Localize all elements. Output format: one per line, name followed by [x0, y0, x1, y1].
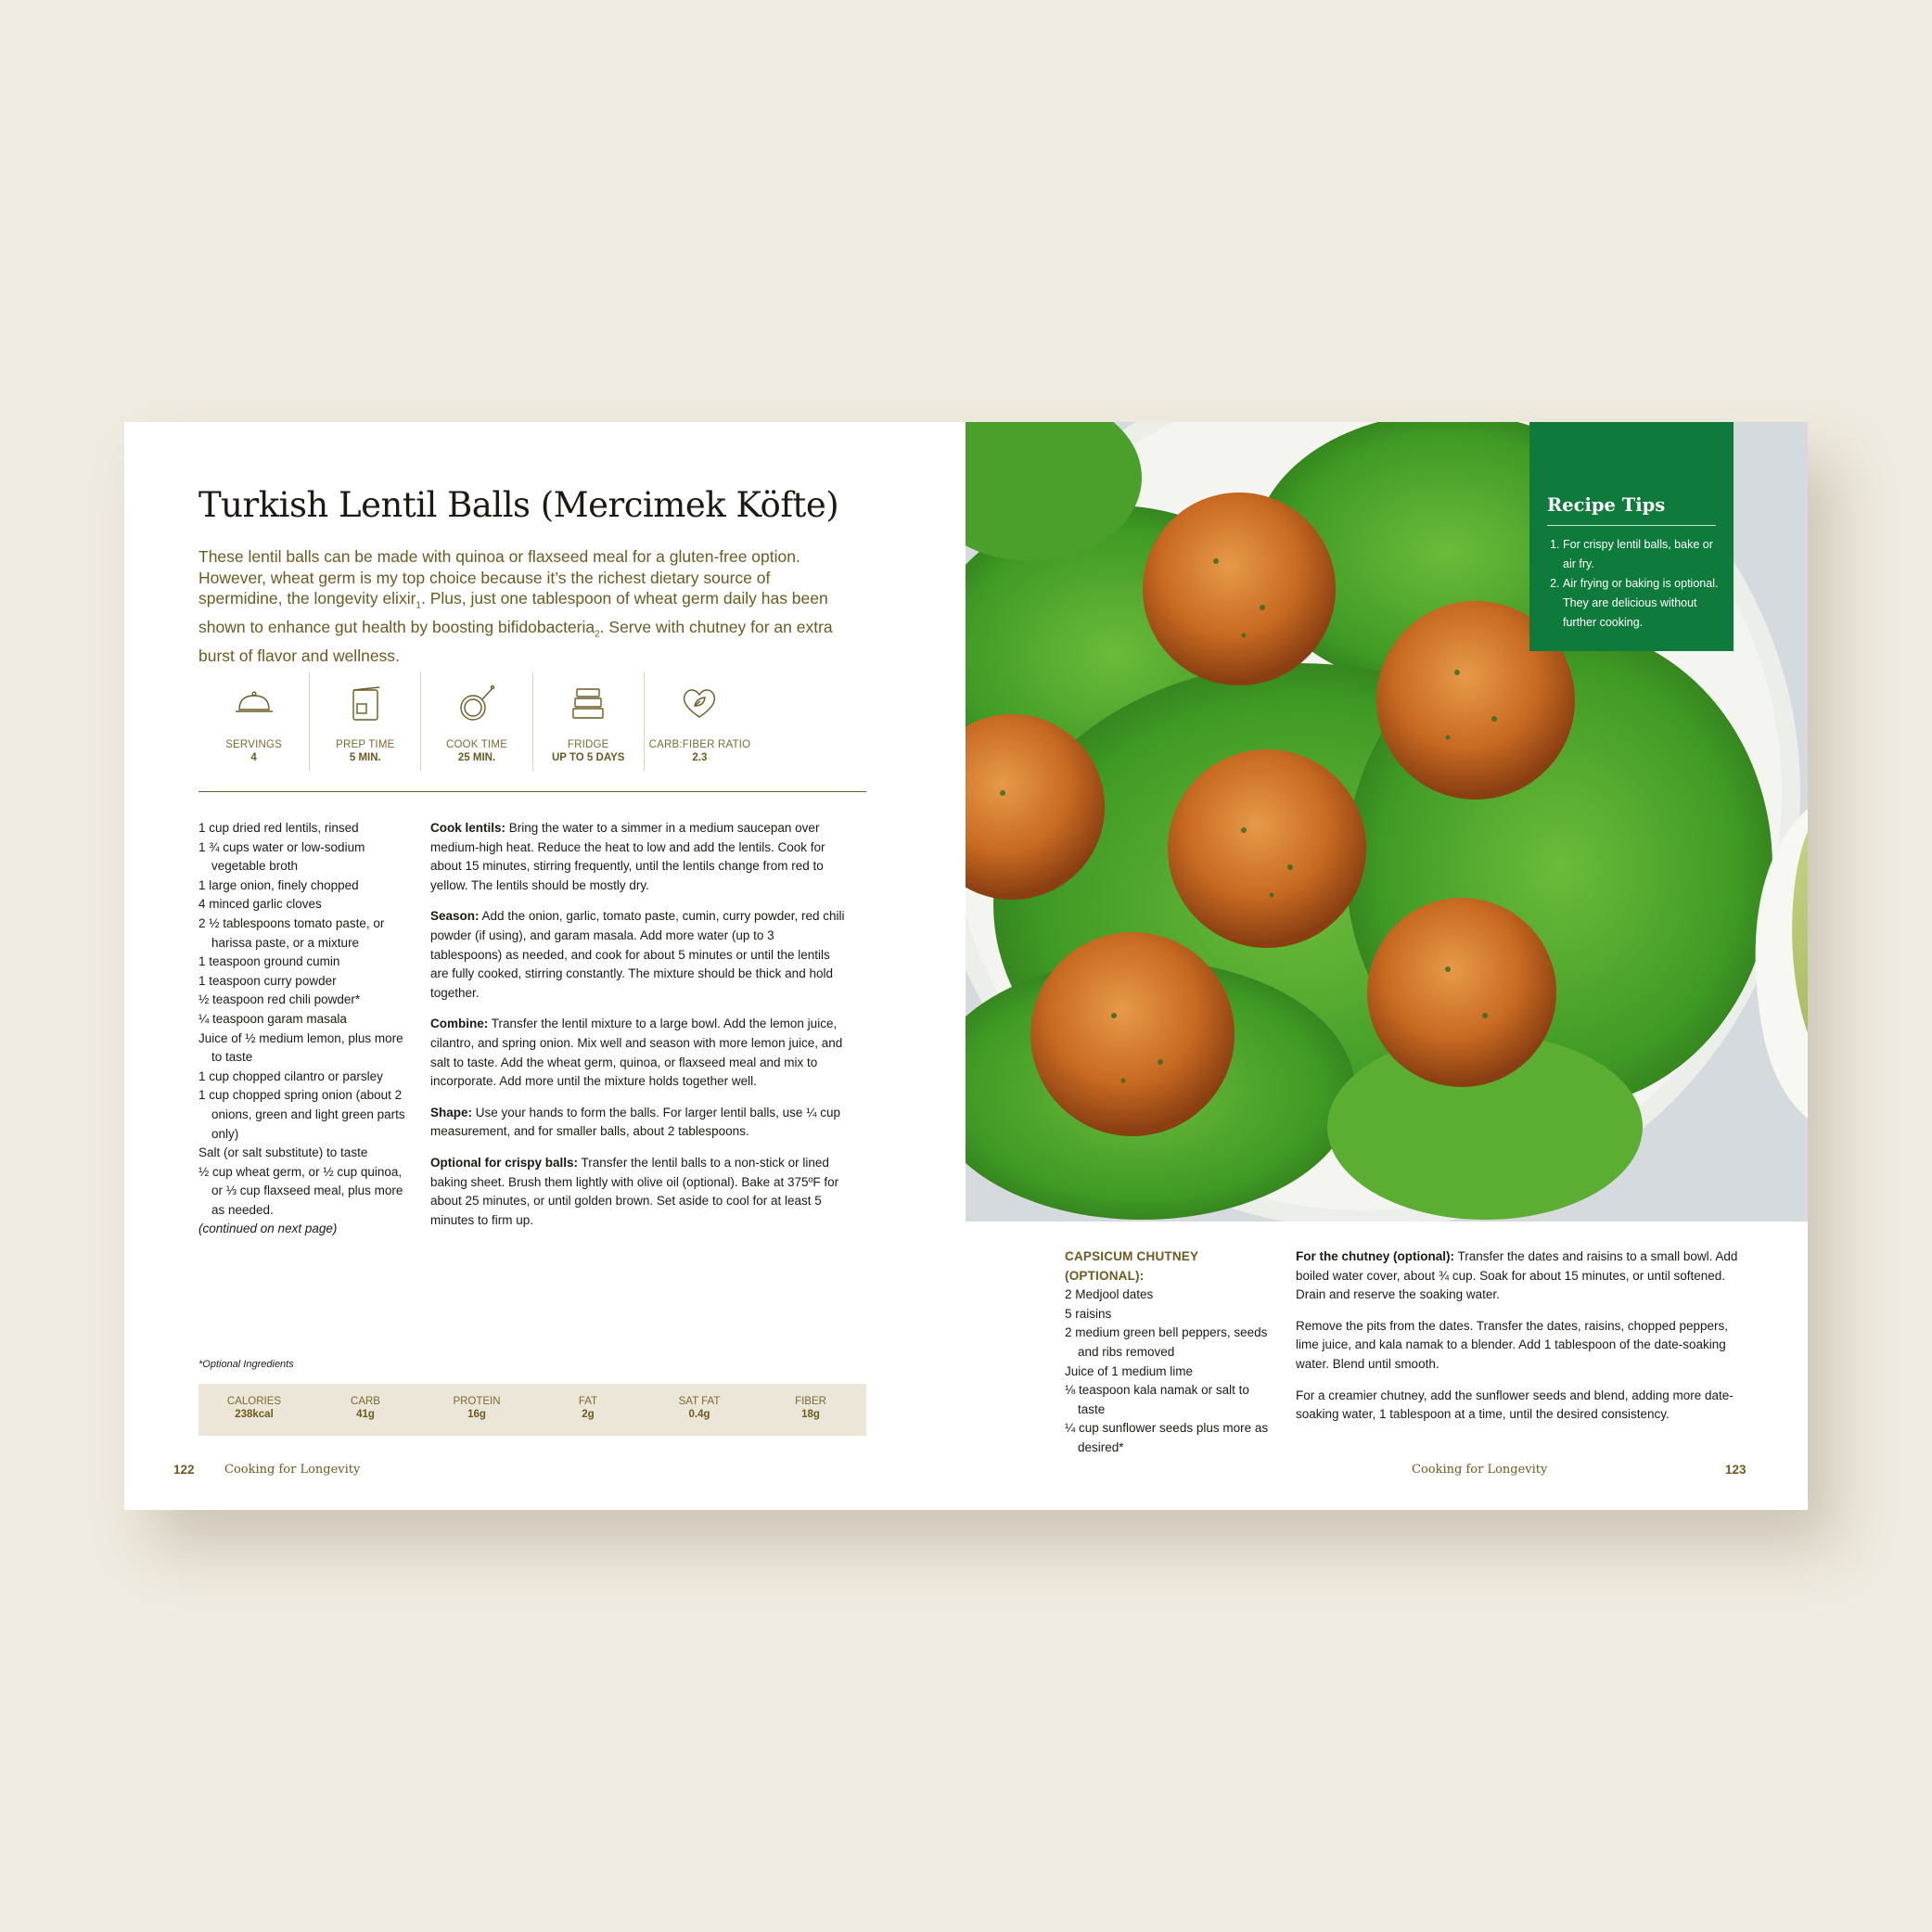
recipe-tips-list	[1563, 535, 1719, 633]
step-text: Use your hands to form the balls. For larger lentil balls, use ¼ cup measurement, and for smaller balls, about 2 tablespoons.	[430, 1105, 840, 1139]
stat-value: 4	[250, 752, 257, 763]
step-heading: Season:	[430, 909, 480, 924]
nutrition-value: 18g	[801, 1409, 820, 1420]
ingredient: 1 ¾ cups water or low-sodium vegetable broth	[198, 839, 365, 874]
nutrition-item	[421, 1384, 532, 1436]
nutrition-label: CARB	[351, 1396, 380, 1407]
stat-value: 5 MIN.	[349, 752, 381, 763]
chutney-method	[1296, 1247, 1741, 1437]
stat-fridge	[532, 672, 644, 771]
nutrition-label: SAT FAT	[678, 1396, 721, 1407]
stat-label: COOK TIME	[445, 739, 508, 750]
intro-text: . Plus, just one tablespoon of wheat germ daily has been shown to enhance gut health by boosting bifidobacteria	[198, 589, 828, 636]
step-text: Add the onion, garlic, tomato paste, cumin, curry powder, red chili powder (if using), and garam masala. Add more water (up to 3 tablespoons) as needed, and cook for about 5 minutes or until the lentils are fully cooked, stirring constantly. The mixture should be thick and hold together.	[430, 909, 845, 1000]
method-steps	[430, 819, 848, 1242]
recipe-tips-title: Recipe Tips	[1547, 494, 1666, 516]
stat-prep-time	[309, 672, 420, 771]
ingredient: ¼ cup sunflower seeds plus more as desired*	[1065, 1421, 1269, 1454]
book-spread	[124, 422, 1808, 1510]
nutrition-value: 238kcal	[235, 1409, 274, 1420]
nutrition-item	[310, 1384, 421, 1436]
chutney-heading: CAPSICUM CHUTNEY (OPTIONAL):	[1065, 1249, 1198, 1283]
footnote-ref: 1	[416, 600, 421, 611]
method-step	[430, 819, 848, 895]
recipe-title: Turkish Lentil Balls (Mercimek Köfte)	[198, 485, 839, 525]
ingredient: ½ cup wheat germ, or ½ cup quinoa, or ⅓ cup flaxseed meal, plus more as needed.	[198, 1164, 403, 1217]
ingredient: 5 raisins	[1065, 1306, 1112, 1321]
nutrition-value: 41g	[356, 1409, 375, 1420]
stat-value: UP TO 5 DAYS	[552, 752, 625, 763]
stat-servings	[198, 672, 309, 771]
nutrition-label: FAT	[578, 1396, 598, 1407]
step-text: Bring the water to a simmer in a medium saucepan over medium-high heat. Reduce the heat to low and add the lentils. Cook for about 15 minutes, stirring frequently, until the lentils change from red to yellow. The lentils should be mostly dry.	[430, 821, 825, 892]
ingredient: ¼ teaspoon garam masala	[198, 1011, 347, 1026]
tip-item: 1. For crispy lentil balls, bake or air fry.	[1563, 535, 1719, 574]
nutrition-band	[198, 1384, 866, 1436]
nutrition-label: PROTEIN	[453, 1396, 501, 1407]
nutrition-value: 0.4g	[688, 1409, 710, 1420]
recipe-stats	[198, 672, 755, 771]
nutrition-value: 2g	[582, 1409, 595, 1420]
ingredient: 1 teaspoon curry powder	[198, 973, 337, 988]
nutrition-label: FIBER	[795, 1396, 826, 1407]
section-divider	[198, 791, 866, 792]
serving-cloche-icon	[231, 680, 277, 726]
ingredient: 2 medium green bell peppers, seeds and ribs removed	[1065, 1325, 1268, 1359]
step-text: Transfer the lentil mixture to a large bowl. Add the lemon juice, cilantro, and spring onion. Mix well and season with more lemon juice, and salt to taste. Add the wheat germ, quinoa, or flaxseed meal and mix to incorporate. Add more until the mixture holds together well.	[430, 1017, 843, 1089]
ingredient-list	[198, 819, 412, 1239]
method-step	[430, 1015, 848, 1091]
ingredient: Juice of 1 medium lime	[1065, 1363, 1194, 1378]
stat-label: CARB:FIBER RATIO	[648, 739, 751, 750]
nutrition-value: 16g	[467, 1409, 486, 1420]
heart-leaf-icon	[676, 680, 723, 726]
nutrition-item	[644, 1384, 755, 1436]
running-footer: Cooking for Longevity	[1412, 1463, 1548, 1477]
chutney-ingredients	[1065, 1247, 1278, 1458]
tips-divider	[1547, 525, 1716, 526]
recipe-intro	[198, 546, 848, 667]
ingredient: Juice of ½ medium lemon, plus more to taste	[198, 1030, 403, 1065]
step-text: Transfer the dates and raisins to a small bowl. Add boiled water cover, about ¾ cup. Soak for about 15 minutes, or until softened. Drain and reserve the soaking water.	[1296, 1249, 1738, 1302]
intro-text: These lentil balls can be made with quinoa or flaxseed meal for a gluten-free option. However, wheat germ is my top choice because it’s the richest dietary source of spermidine, the longevity elixir	[198, 547, 800, 608]
ingredient: 2 Medjool dates	[1065, 1287, 1154, 1302]
ingredient: 1 cup chopped cilantro or parsley	[198, 1068, 383, 1083]
running-footer: Cooking for Longevity	[224, 1463, 361, 1477]
optional-ingredients-note: *Optional Ingredients	[198, 1359, 294, 1370]
footnote-ref: 2	[595, 629, 600, 640]
page-number: 122	[173, 1463, 195, 1477]
ingredient: 1 cup dried red lentils, rinsed	[198, 821, 359, 835]
left-page	[124, 422, 966, 1510]
recipe-tips-box	[1529, 422, 1734, 651]
ingredient: 1 teaspoon ground cumin	[198, 954, 340, 969]
tip-item: 2. Air frying or baking is optional. They are delicious without further cooking.	[1563, 574, 1719, 633]
intro-text: . Serve with chutney for an extra burst of flavor and wellness.	[198, 618, 833, 665]
ingredient: Salt (or salt substitute) to taste	[198, 1145, 368, 1160]
ingredient: 2 ½ tablespoons tomato paste, or harissa paste, or a mixture	[198, 915, 385, 950]
ingredient: ½ teaspoon red chili powder*	[198, 992, 361, 1007]
step-heading: Optional for crispy balls:	[430, 1155, 579, 1170]
stat-label: PREP TIME	[336, 739, 395, 750]
nutrition-label: CALORIES	[226, 1396, 282, 1407]
nutrition-item	[532, 1384, 644, 1436]
step-heading: For the chutney (optional):	[1296, 1249, 1454, 1263]
method-step	[430, 1104, 848, 1142]
ingredient: ⅛ teaspoon kala namak or salt to taste	[1065, 1383, 1249, 1416]
nutrition-item	[198, 1384, 310, 1436]
stat-cook-time	[420, 672, 531, 771]
step-heading: Shape:	[430, 1105, 473, 1120]
method-step	[430, 907, 848, 1003]
right-page	[966, 422, 1808, 1510]
ingredient: 4 minced garlic cloves	[198, 897, 322, 912]
method-step	[430, 1154, 848, 1230]
continued-note: (continued on next page)	[198, 1222, 338, 1236]
frying-pan-icon	[454, 680, 500, 726]
ingredient: 1 cup chopped spring onion (about 2 onions, green and light green parts only)	[198, 1088, 405, 1141]
stat-value: 2.3	[692, 752, 708, 763]
nutrition-item	[755, 1384, 866, 1436]
stat-label: FRIDGE	[567, 739, 609, 750]
storage-containers-icon	[565, 680, 611, 726]
stat-carb-fiber	[644, 672, 755, 771]
ingredient: 1 large onion, finely chopped	[198, 877, 359, 892]
method-step: For a creamier chutney, add the sunflower seeds and blend, adding more date-soaking water, 1 tablespoon at a time, until the desired consistency.	[1296, 1388, 1734, 1422]
method-step: Remove the pits from the dates. Transfer the dates, raisins, chopped peppers, lime juice, and kala namak to a blender. Add 1 tablespoon of the date-soaking water. Blend until smooth.	[1296, 1318, 1729, 1371]
stat-value: 25 MIN.	[457, 752, 496, 763]
chutney-ingredient-list	[1065, 1286, 1278, 1457]
page-number: 123	[1725, 1463, 1746, 1477]
cutting-board-icon	[342, 680, 389, 726]
stat-label: SERVINGS	[225, 739, 283, 750]
step-text: Transfer the lentil balls to a non-stick or lined baking sheet. Brush them lightly with olive oil (optional). Bake at 375ºF for about 25 minutes, or until golden brown. Set aside to cool for at least 5 minutes to firm up.	[430, 1155, 839, 1227]
step-heading: Cook lentils:	[430, 821, 506, 835]
method-step	[1296, 1247, 1741, 1305]
step-heading: Combine:	[430, 1017, 489, 1031]
